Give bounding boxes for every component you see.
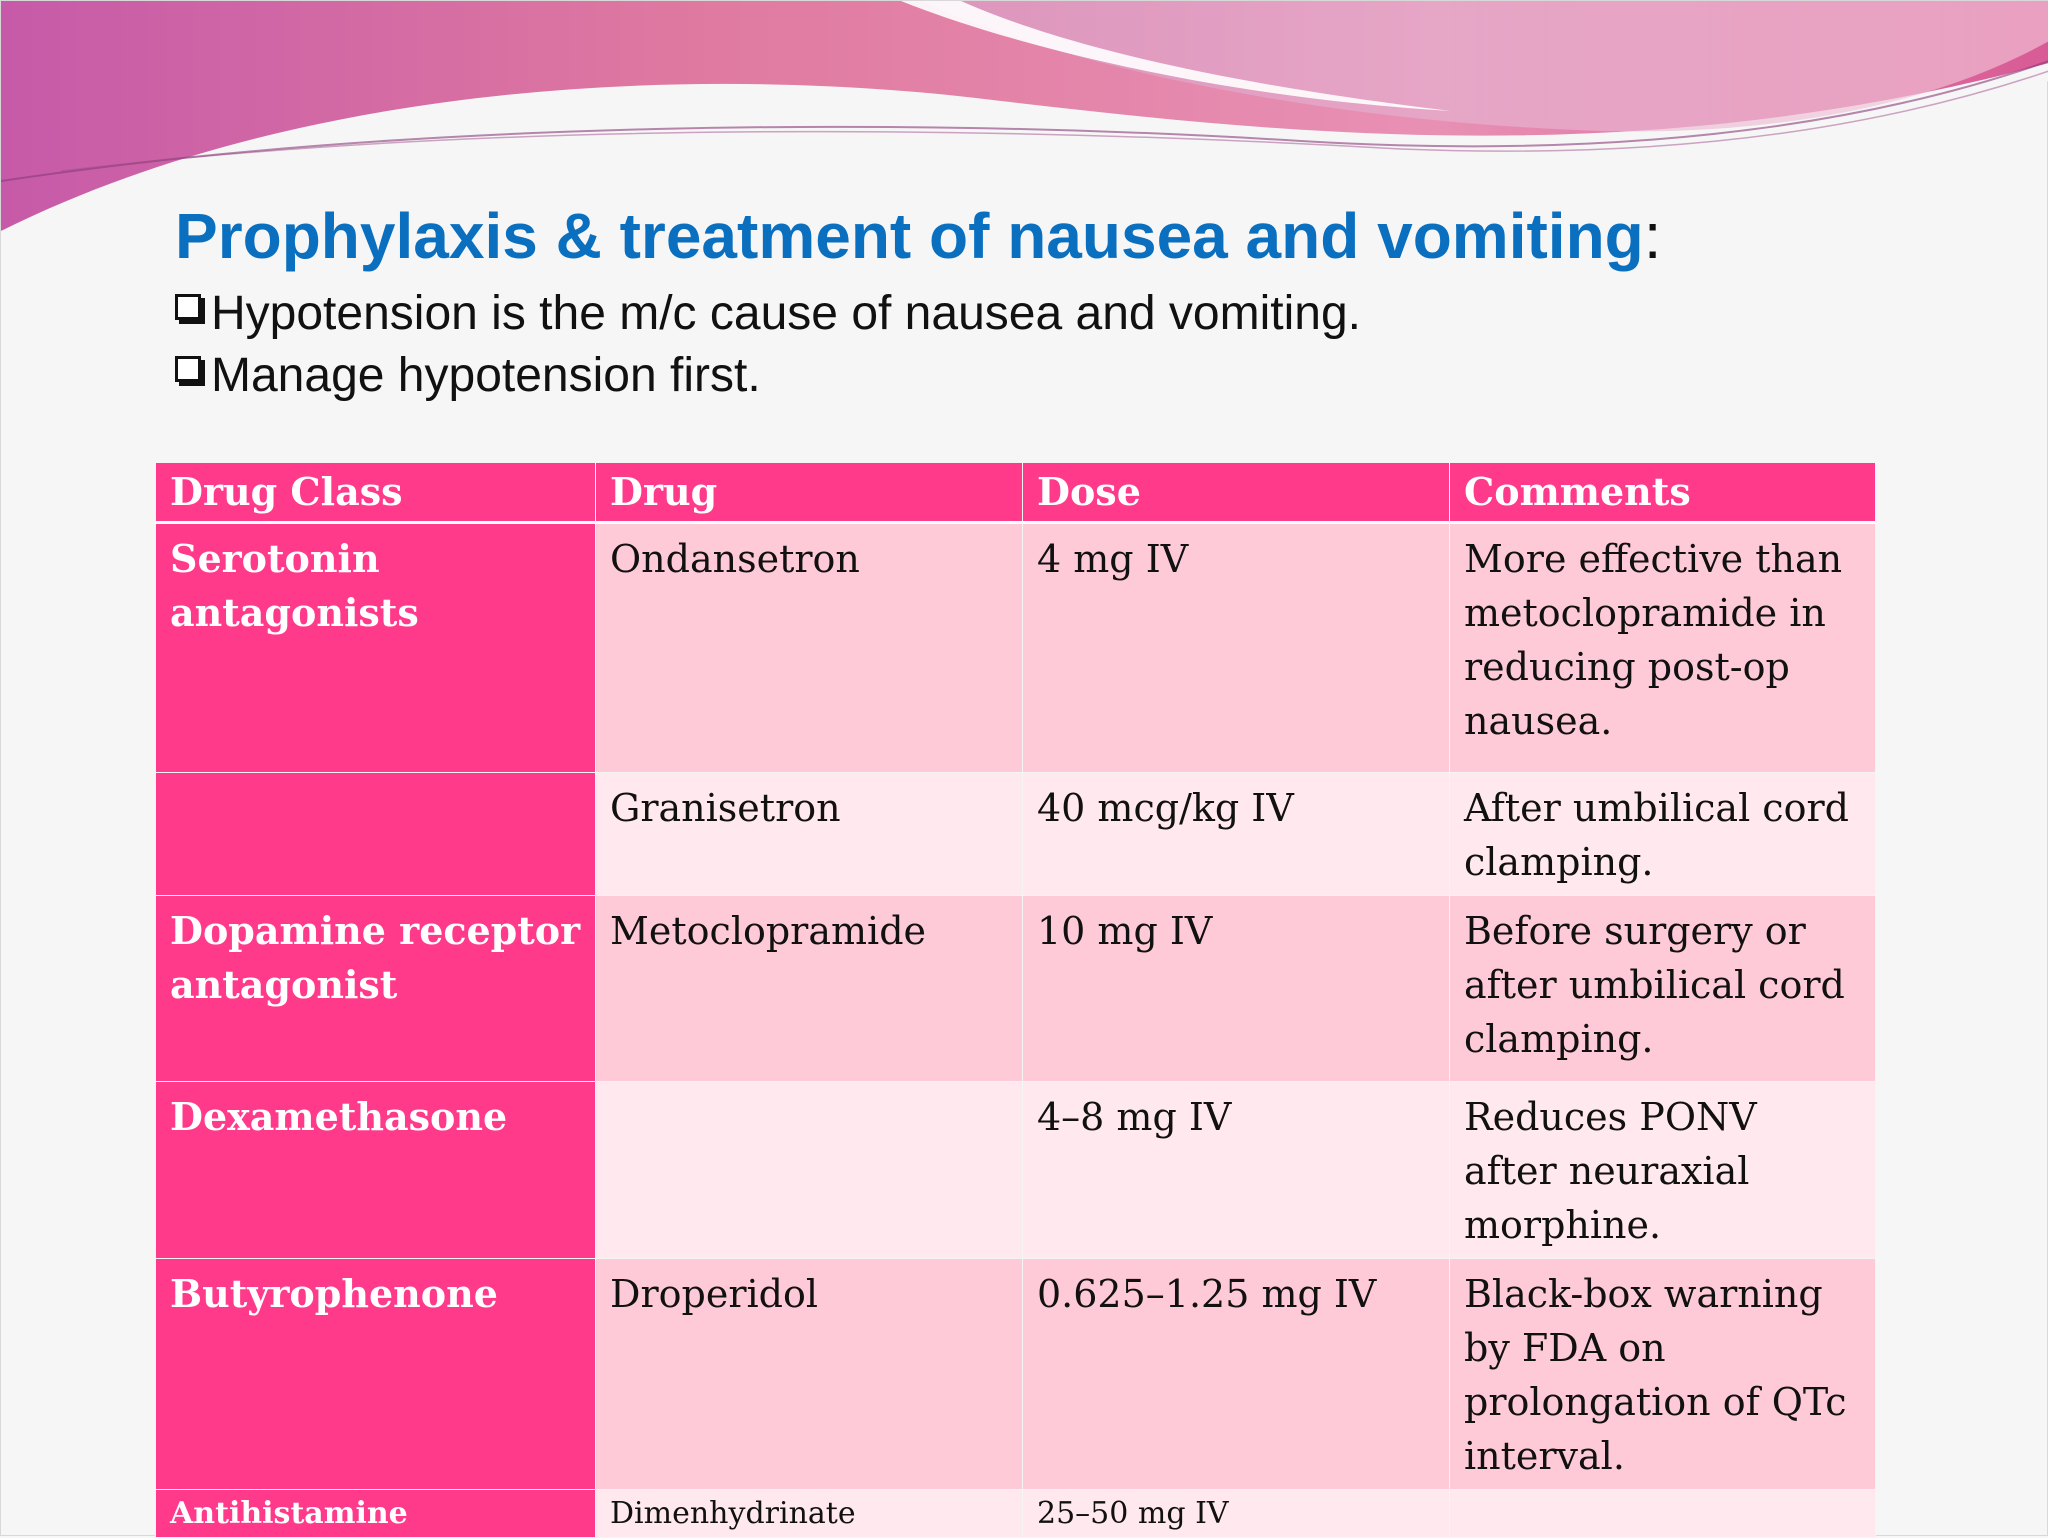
table-row — [156, 773, 1876, 896]
cell-drug-class: Serotonin antagonists — [156, 523, 596, 773]
header-drug-class: Drug Class — [156, 463, 596, 523]
bullet-list — [175, 283, 1361, 407]
cell-dose: 4 mg IV — [1023, 523, 1450, 773]
cell-drug-class: Dexamethasone — [156, 1082, 596, 1259]
table-header-row — [156, 463, 1876, 523]
header-drug: Drug — [596, 463, 1023, 523]
cell-drug-class — [156, 773, 596, 896]
cell-comments: Before surgery or after umbilical cord clamping. — [1450, 896, 1876, 1082]
cell-dose: 40 mcg/kg IV — [1023, 773, 1450, 896]
bullet-text: Manage hypotension first. — [211, 349, 761, 402]
cell-drug: Ondansetron — [596, 523, 1023, 773]
slide-title — [175, 201, 1662, 271]
table-row — [156, 1082, 1876, 1259]
cell-comments — [1450, 1490, 1876, 1538]
drug-table — [155, 462, 1876, 1538]
table-row — [156, 1259, 1876, 1490]
cell-dose: 4–8 mg IV — [1023, 1082, 1450, 1259]
table-row — [156, 896, 1876, 1082]
table-row — [156, 1490, 1876, 1538]
cell-comments: After umbilical cord clamping. — [1450, 773, 1876, 896]
cell-drug-class: Butyrophenone — [156, 1259, 596, 1490]
cell-dose: 0.625–1.25 mg IV — [1023, 1259, 1450, 1490]
cell-drug: Granisetron — [596, 773, 1023, 896]
cell-drug: Droperidol — [596, 1259, 1023, 1490]
cell-drug-class: Antihistamine — [156, 1490, 596, 1538]
cell-comments: More effective than metoclopramide in reducing post-op nausea. — [1450, 523, 1876, 773]
bullet-text: Hypotension is the m/c cause of nausea and vomiting. — [211, 287, 1361, 340]
cell-drug: Metoclopramide — [596, 896, 1023, 1082]
cell-comments: Reduces PONV after neuraxial morphine. — [1450, 1082, 1876, 1259]
header-dose: Dose — [1023, 463, 1450, 523]
cell-drug: Dimenhydrinate — [596, 1490, 1023, 1538]
table-row — [156, 523, 1876, 773]
bullet-item — [175, 345, 1361, 407]
checkbox-bullet-icon — [175, 294, 201, 320]
cell-drug — [596, 1082, 1023, 1259]
cell-comments: Black-box warning by FDA on prolongation of QTc interval. — [1450, 1259, 1876, 1490]
cell-dose: 25–50 mg IV — [1023, 1490, 1450, 1538]
cell-drug-class: Dopamine receptor antagonist — [156, 896, 596, 1082]
checkbox-bullet-icon — [175, 356, 201, 382]
cell-dose: 10 mg IV — [1023, 896, 1450, 1082]
header-comments: Comments — [1450, 463, 1876, 523]
slide-title-colon: : — [1643, 200, 1662, 272]
slide-title-text: Prophylaxis & treatment of nausea and vomiting — [175, 200, 1644, 272]
bullet-item — [175, 283, 1361, 345]
